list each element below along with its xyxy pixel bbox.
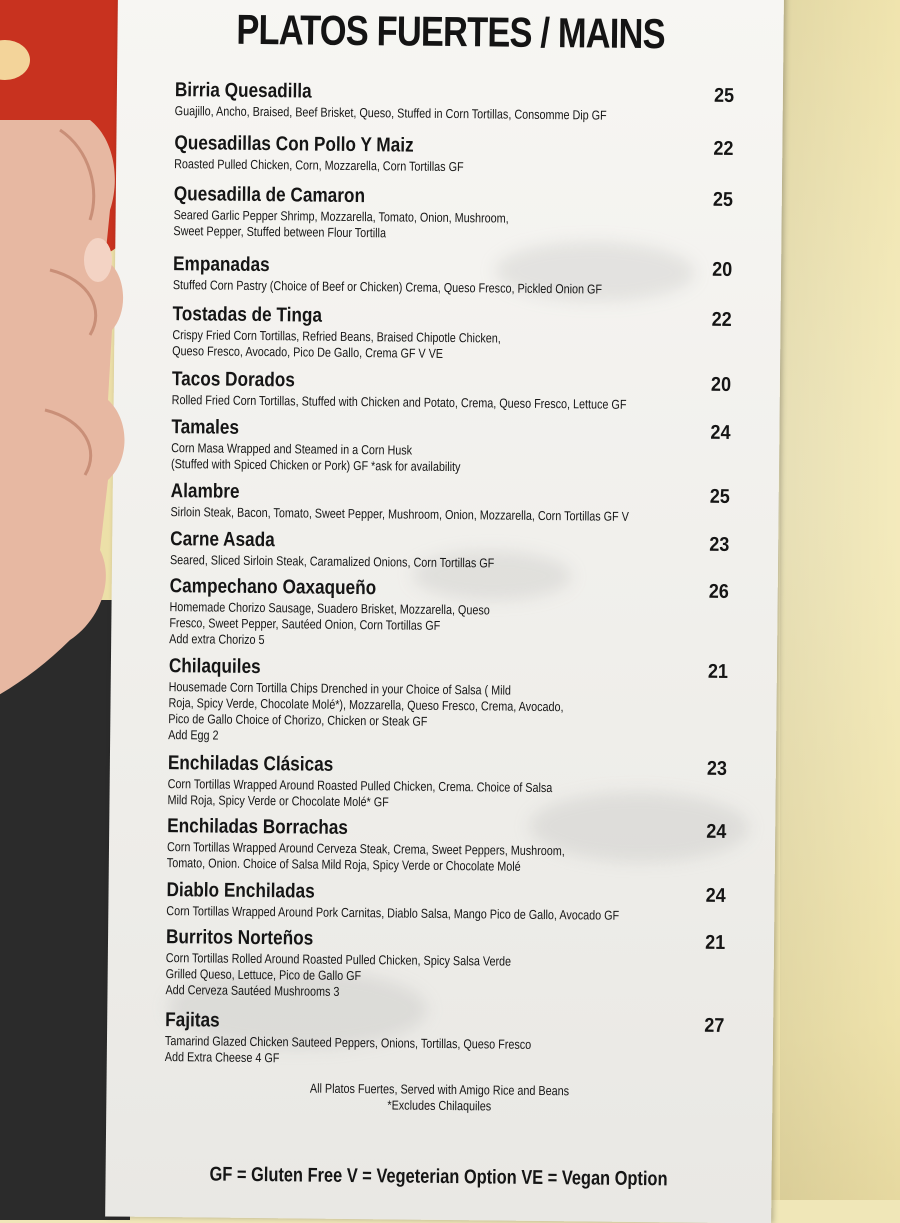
menu-card: [105, 0, 784, 1223]
item-description: Stuffed Corn Pastry (Choice of Beef or Chicken) Crema, Queso Fresco, Pickled Onion GF: [172, 277, 603, 297]
red-object-dot: [0, 40, 30, 80]
item-description: Tomato, Onion. Choice of Salsa Mild Roja, Spicy Verde or Chocolate Molé: [166, 855, 521, 874]
footnote-line: *Excludes Chilaquiles: [387, 1097, 492, 1114]
item-description: Roasted Pulled Chicken, Corn, Mozzarella, Corn Tortillas GF: [174, 156, 464, 175]
item-name: Diablo Enchiladas: [166, 879, 315, 903]
item-name: Enchiladas Borrachas: [167, 815, 349, 839]
item-description: Corn Tortillas Wrapped Around Roasted Pulled Chicken, Crema. Choice of Salsa: [167, 776, 553, 796]
item-name: Birria Quesadilla: [174, 79, 312, 103]
card-shadow: [780, 0, 900, 1200]
item-description: Seared Garlic Pepper Shrimp, Mozzarella, Tomato, Onion, Mushroom,: [173, 207, 509, 226]
menu-item: [166, 879, 726, 925]
item-description: Sirloin Steak, Bacon, Tomato, Sweet Pepper, Mushroom, Onion, Mozzarella, Corn Tortillas GF V: [170, 504, 629, 524]
menu-item: [165, 1009, 726, 1071]
item-description: Roja, Spicy Verde, Chocolate Molé*), Mozzarella, Queso Fresco, Crema, Avocado,: [168, 695, 564, 715]
item-description: Corn Masa Wrapped and Steamed in a Corn Husk: [171, 440, 413, 458]
menu-item: [169, 575, 730, 653]
hand-holding-menu: [0, 120, 170, 720]
menu-item: [171, 416, 732, 478]
item-description: Seared, Sliced Sirloin Steak, Caramalized Onions, Corn Tortillas GF: [169, 552, 495, 571]
item-name: Burritos Norteños: [165, 926, 314, 950]
menu-item: [170, 480, 730, 526]
footnote: [163, 1079, 716, 1117]
item-name: Enchiladas Clásicas: [167, 752, 334, 776]
item-name: Empanadas: [172, 253, 270, 277]
item-description: Homemade Chorizo Sausage, Suadero Brisket, Mozzarella, Queso: [169, 599, 490, 618]
menu-item: [172, 303, 733, 365]
item-description: Queso Fresco, Avocado, Pico De Gallo, Crema GF V VE: [172, 343, 444, 361]
item-price: 24: [710, 421, 731, 444]
item-price: 26: [708, 580, 729, 603]
menu-item: [173, 253, 733, 299]
item-name: Alambre: [170, 480, 240, 503]
item-price: 25: [709, 485, 730, 508]
diet-legend: GF = Gluten Free V = Vegeterian Option VE = Vegan Option: [209, 1163, 668, 1191]
item-description: Add Cerveza Sautéed Mushrooms 3: [165, 982, 340, 999]
item-price: 20: [711, 258, 733, 281]
item-description: Rolled Fried Corn Tortillas, Stuffed with Chicken and Potato, Crema, Queso Fresco, Lettuce GF: [171, 392, 627, 412]
menu-item: [170, 528, 730, 574]
menu-item: [165, 926, 726, 1004]
item-description: Corn Tortillas Rolled Around Roasted Pulled Chicken, Spicy Salsa Verde: [165, 950, 512, 969]
item-price: 21: [707, 660, 728, 683]
item-name: Fajitas: [165, 1009, 220, 1032]
item-price: 22: [713, 137, 734, 160]
item-price: 23: [706, 757, 727, 780]
item-description: Add Extra Cheese 4 GF: [164, 1049, 280, 1066]
menu-item: [172, 368, 732, 414]
item-price: 20: [710, 373, 731, 396]
item-description: Add extra Chorizo 5: [169, 631, 265, 648]
item-description: Grilled Queso, Lettuce, Pico de Gallo GF: [165, 966, 362, 984]
item-price: 25: [712, 188, 733, 211]
item-description: Fresco, Sweet Pepper, Sautéed Onion, Corn Tortillas GF: [169, 615, 441, 633]
item-description: Crispy Fried Corn Tortillas, Refried Beans, Braised Chipotle Chicken,: [172, 327, 501, 346]
item-description: (Stuffed with Spiced Chicken or Pork) GF *ask for availability: [170, 456, 461, 475]
menu-item: [168, 655, 729, 749]
item-description: Sweet Pepper, Stuffed between Flour Tortilla: [173, 223, 387, 241]
menu-item: [167, 752, 728, 814]
item-name: Tacos Dorados: [171, 368, 295, 392]
item-name: Chilaquiles: [168, 655, 261, 679]
item-description: Corn Tortillas Wrapped Around Pork Carnitas, Diablo Salsa, Mango Pico de Gallo, Avocado GF: [166, 903, 620, 923]
item-price: 23: [708, 533, 730, 556]
item-description: Pico de Gallo Choice of Chorizo, Chicken or Steak GF: [168, 711, 428, 729]
page-title: PLATOS FUERTES / MAINS: [236, 5, 666, 58]
item-description: Housemade Corn Tortilla Chips Drenched in your Choice of Salsa ( Mild: [168, 679, 511, 698]
menu-item: [174, 132, 734, 178]
footnote-line: All Platos Fuertes, Served with Amigo Rice and Beans: [309, 1080, 570, 1099]
item-name: Tostadas de Tinga: [172, 303, 323, 327]
item-name: Campechano Oaxaqueño: [169, 575, 377, 600]
item-price: 27: [703, 1014, 725, 1037]
menu-item: [173, 183, 734, 245]
menu-item: [167, 815, 728, 877]
item-price: 24: [705, 820, 727, 843]
item-description: Add Egg 2: [168, 727, 219, 743]
item-name: Carne Asada: [170, 528, 275, 552]
item-price: 25: [713, 84, 734, 107]
menu-item: [175, 79, 735, 125]
item-name: Quesadilla de Camaron: [173, 183, 366, 208]
item-description: Guajillo, Ancho, Braised, Beef Brisket, Queso, Stuffed in Corn Tortillas, Consomme Dip GF: [174, 103, 607, 123]
item-price: 21: [704, 931, 726, 954]
item-price: 22: [711, 308, 732, 331]
item-price: 24: [705, 884, 726, 907]
item-name: Tamales: [171, 416, 240, 439]
item-description: Tamarind Glazed Chicken Sauteed Peppers, Onions, Tortillas, Queso Fresco: [164, 1033, 532, 1052]
item-name: Quesadillas Con Pollo Y Maiz: [174, 132, 414, 157]
item-description: Mild Roja, Spicy Verde or Chocolate Molé* GF: [167, 792, 389, 810]
item-description: Corn Tortillas Wrapped Around Cerveza Steak, Crema, Sweet Peppers, Mushroom,: [166, 839, 565, 859]
